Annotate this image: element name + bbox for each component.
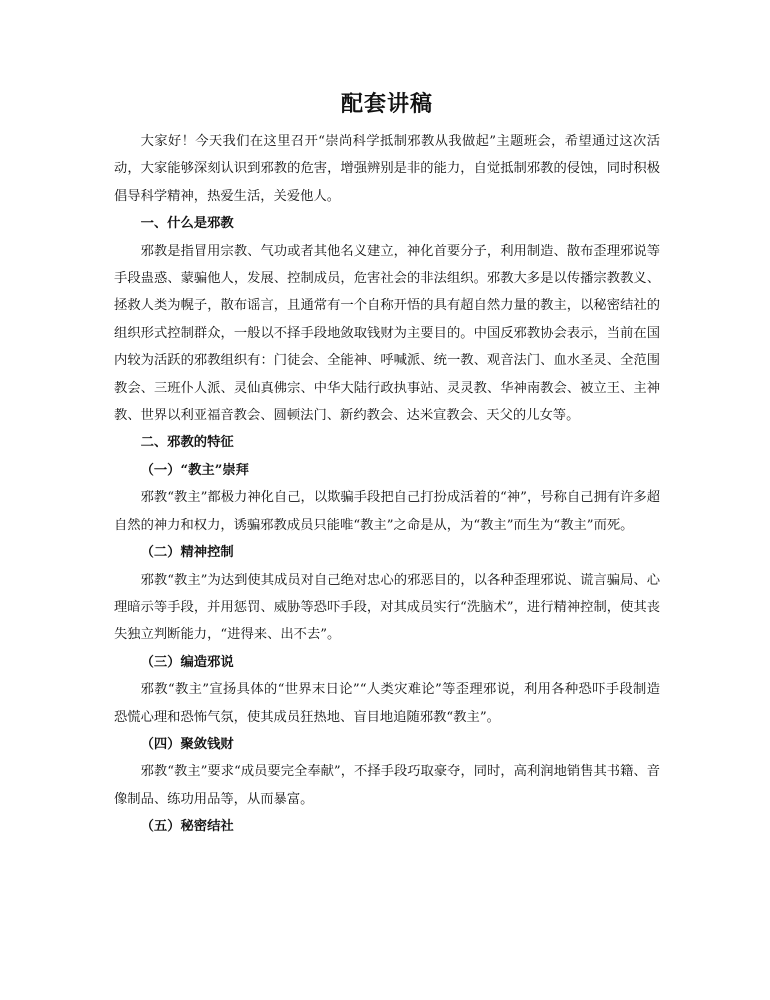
section-heading-what-is-cult: 一、什么是邪教	[140, 216, 234, 232]
paragraph-leader-worship: 邪教“教主”都极力神化自己，以欺骗手段把自己打扮成活着的“神”，号称自己拥有许多超自然的神力和权力，诱骗邪教成员只能唯“教主”之命是从，为“教主”而生为“教主”而死。	[114, 490, 660, 533]
section-heading-cult-features: 二、邪教的特征	[140, 435, 234, 451]
document-title: 配套讲稿	[340, 91, 433, 117]
subheading-fabricated-doctrine: （三）编造邪说	[140, 654, 234, 670]
subheading-leader-worship: （一）“教主”崇拜	[140, 462, 249, 478]
subheading-mind-control: （二）精神控制	[140, 545, 234, 561]
intro-paragraph: 大家好！今天我们在这里召开“崇尚科学抵制邪教从我做起”主题班会，希望通过这次活动，大家能够深刻认识到邪教的危害，增强辨别是非的能力，自觉抵制邪教的侵蚀，同时积极倡导科学精神，热爱生活，关爱他人。	[114, 134, 660, 204]
paragraph-money-amassing: 邪教“教主”要求“成员要完全奉献”，不择手段巧取豪夺，同时，高利润地销售其书籍、音像制品、练功用品等，从而暴富。	[114, 764, 660, 807]
paragraph-fabricated-doctrine: 邪教“教主”宣扬具体的“世界末日论”“人类灾难论”等歪理邪说，利用各种恐吓手段制造恐慌心理和恐怖气氛，使其成员狂热地、盲目地追随邪教“教主”。	[114, 682, 660, 725]
section-paragraph-what-is-cult: 邪教是指冒用宗教、气功或者其他名义建立，神化首要分子，利用制造、散布歪理邪说等手段蛊惑、蒙骗他人，发展、控制成员，危害社会的非法组织。邪教大多是以传播宗教教义、拯救人类为幌子，散布谣言，且通常有一个自称开悟的具有超自然力量的教主，以秘密结社的组织形式控制群众，一般以不择手段地敛取钱财为主要目的。中国反邪教协会表示，当前在国内较为活跃的邪教组织有：门徒会、全能神、呼喊派、统一教、观音法门、血水圣灵、全范围教会、三班仆人派、灵仙真佛宗、中华大陆行政执事站、灵灵教、华神南教会、被立王、主神教、世界以利亚福音教会、圆顿法门、新约教会、达米宣教会、天父的儿女等。	[114, 243, 660, 424]
subheading-secret-society: （五）秘密结社	[140, 819, 234, 835]
paragraph-mind-control: 邪教“教主”为达到使其成员对自己绝对忠心的邪恶目的，以各种歪理邪说、谎言骗局、心理暗示等手段，并用惩罚、威胁等恐吓手段，对其成员实行“洗脑术”，进行精神控制，使其丧失独立判断能力，“进得来、出不去”。	[114, 572, 660, 643]
subheading-money-amassing: （四）聚敛钱财	[140, 736, 234, 752]
